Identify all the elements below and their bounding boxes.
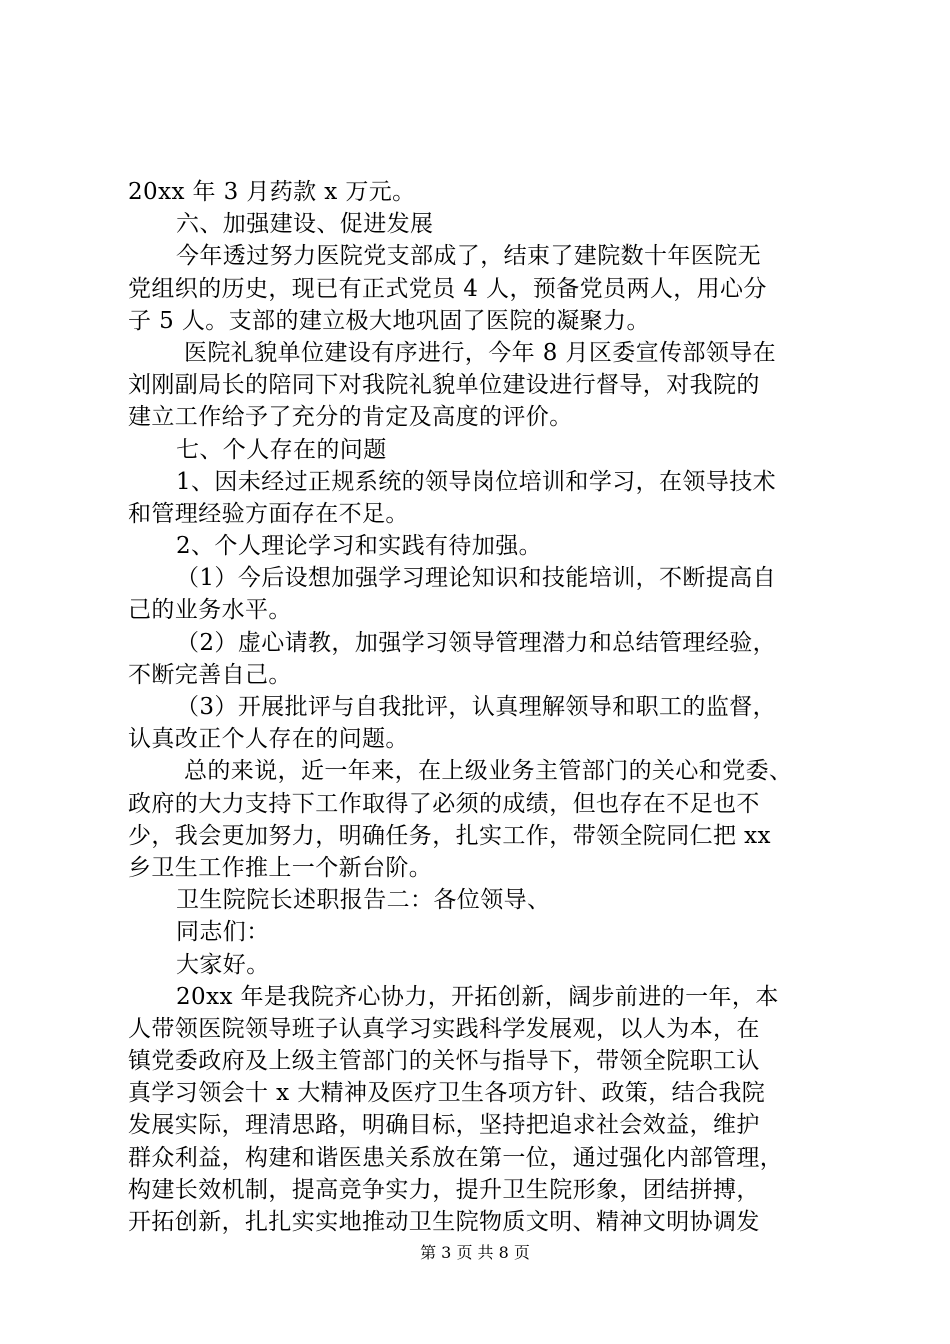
greeting-line: 大家好。 [176, 951, 270, 978]
page-number-footer: 第 3 页 共 8 页 [420, 1243, 530, 1262]
text-line: 1、因未经过正规系统的领导岗位培训和学习，在领导技术 [176, 468, 777, 495]
report-two-heading: 卫生院院长述职报告二：各位领导、 [176, 887, 551, 914]
text-line: 子 5 人。支部的建立极大地巩固了医院的凝聚力。 [128, 307, 650, 334]
text-line: 党组织的历史，现已有正式党员 4 人，预备党员两人，用心分 [128, 275, 767, 302]
text-line: 医院礼貌单位建设有序进行，今年 8 月区委宣传部领导在 [184, 339, 777, 366]
text-line: 开拓创新，扎扎实实地推动卫生院物质文明、精神文明协调发 [128, 1209, 760, 1235]
text-line: 总的来说，近一年来，在上级业务主管部门的关心和党委、 [184, 758, 793, 785]
text-line: 群众利益，构建和谐医患关系放在第一位，通过强化内部管理， [128, 1144, 784, 1171]
report-body-text [128, 176, 834, 1238]
text-line: 今年透过努力医院党支部成了，结束了建院数十年医院无 [176, 243, 761, 270]
text-line: 20xx 年是我院齐心协力，开拓创新，阔步前进的一年，本 [176, 983, 779, 1010]
text-line: 20xx 年 3 月药款 x 万元。 [128, 179, 416, 205]
salutation-line: 同志们： [176, 919, 270, 946]
text-line: 人带领医院领导班子认真学习实践科学发展观，以人为本，在 [128, 1015, 760, 1042]
text-line: 镇党委政府及上级主管部门的关怀与指导下，带领全院职工认 [128, 1048, 760, 1075]
text-line: 构建长效机制，提高竞争实力，提升卫生院形象，团结拼搏， [128, 1176, 760, 1203]
text-line: （2）虚心请教，加强学习领导管理潜力和总结管理经验， [176, 629, 777, 656]
section-heading-six: 六、加强建设、促进发展 [176, 211, 434, 238]
text-line: 建立工作给予了充分的肯定及高度的评价。 [128, 404, 573, 431]
text-line: 少，我会更加努力，明确任务，扎实工作，带领全院同仁把 xx [128, 822, 771, 849]
text-line: 和管理经验方面存在不足。 [128, 500, 409, 527]
text-line: 认真改正个人存在的问题。 [128, 726, 409, 753]
text-line: 不断完善自己。 [128, 661, 292, 688]
text-line: 政府的大力支持下工作取得了必须的成绩，但也存在不足也不 [128, 790, 760, 817]
text-line: 2、个人理论学习和实践有待加强。 [176, 533, 543, 560]
text-line: 己的业务水平。 [128, 597, 292, 624]
text-line: 刘刚副局长的陪同下对我院礼貌单位建设进行督导，对我院的 [128, 372, 760, 399]
text-line: 真学习领会十 x 大精神及医疗卫生各项方针、政策，结合我院 [128, 1080, 766, 1107]
text-line: （3）开展批评与自我批评，认真理解领导和职工的监督， [176, 694, 777, 720]
section-heading-seven: 七、个人存在的问题 [176, 436, 387, 463]
text-line: （1）今后设想加强学习理论知识和技能培训，不断提高自 [176, 565, 777, 592]
text-line: 发展实际，理清思路，明确目标，坚持把追求社会效益，维护 [128, 1112, 760, 1139]
text-line: 乡卫生工作推上一个新台阶。 [128, 854, 433, 881]
